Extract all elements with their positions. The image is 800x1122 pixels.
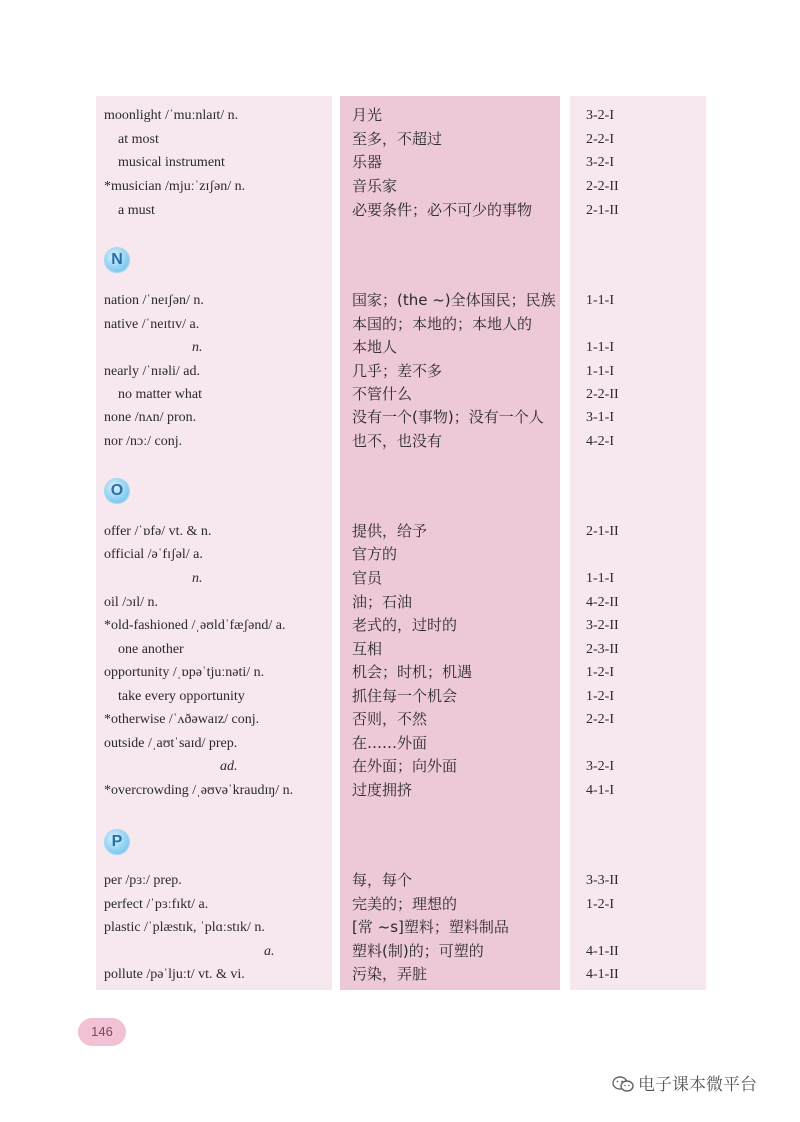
entry-chinese: [常 ~s]塑料；塑料制品 bbox=[352, 918, 509, 936]
entry-unit: 2-3-II bbox=[586, 642, 619, 657]
entry-chinese: 抓住每一个机会 bbox=[352, 687, 458, 705]
entry-unit: 1-1-I bbox=[586, 364, 614, 379]
entry-unit: 1-2-I bbox=[586, 665, 614, 680]
entry-unit: 2-1-II bbox=[586, 524, 619, 539]
entry-chinese: 完美的；理想的 bbox=[352, 895, 458, 913]
vocab-entry bbox=[0, 755, 800, 778]
vocab-entry bbox=[0, 520, 800, 543]
vocab-entry bbox=[0, 567, 800, 590]
vocab-entry bbox=[0, 661, 800, 684]
entry-unit: 4-1-I bbox=[586, 783, 614, 798]
entry-english: nation /ˈneɪʃən/ n. bbox=[104, 293, 204, 308]
entry-chinese: 音乐家 bbox=[352, 177, 398, 195]
entry-unit: 1-1-I bbox=[586, 293, 614, 308]
entry-english: offer /ˈɒfə/ vt. & n. bbox=[104, 524, 212, 539]
entry-chinese: 油；石油 bbox=[352, 593, 413, 611]
entry-unit: 3-2-I bbox=[586, 759, 614, 774]
entry-part-of-speech: n. bbox=[192, 571, 203, 586]
vocab-entry bbox=[0, 199, 800, 222]
watermark bbox=[612, 1074, 757, 1096]
page-number: 146 bbox=[78, 1018, 126, 1046]
entry-unit: 3-2-II bbox=[586, 618, 619, 633]
entry-unit: 2-1-II bbox=[586, 203, 619, 218]
entry-unit: 4-1-II bbox=[586, 944, 619, 959]
entry-unit: 3-2-I bbox=[586, 108, 614, 123]
entry-english: at most bbox=[118, 132, 159, 147]
entry-english: musical instrument bbox=[118, 155, 225, 170]
entry-english: official /əˈfɪʃəl/ a. bbox=[104, 547, 203, 562]
entry-chinese: 老式的，过时的 bbox=[352, 616, 458, 634]
vocab-entry bbox=[0, 732, 800, 755]
letter-o-badge: O bbox=[104, 478, 130, 504]
entry-unit: 3-3-II bbox=[586, 873, 619, 888]
entry-chinese: 污染，弄脏 bbox=[352, 965, 428, 983]
vocab-entry bbox=[0, 869, 800, 892]
entry-chinese: 机会；时机；机遇 bbox=[352, 663, 473, 681]
entry-english: outside /ˌaʊtˈsaɪd/ prep. bbox=[104, 736, 238, 751]
entry-english: per /pɜː/ prep. bbox=[104, 873, 182, 888]
entry-chinese: 否则，不然 bbox=[352, 710, 428, 728]
entry-unit: 2-2-II bbox=[586, 179, 619, 194]
vocab-entry bbox=[0, 151, 800, 174]
letter-p-badge: P bbox=[104, 829, 130, 855]
vocab-entry bbox=[0, 128, 800, 151]
entry-part-of-speech: a. bbox=[264, 944, 275, 959]
vocab-entry bbox=[0, 406, 800, 429]
letter-n-badge: N bbox=[104, 247, 130, 273]
vocab-entry bbox=[0, 916, 800, 939]
vocab-entry bbox=[0, 289, 800, 312]
entry-unit: 2-2-I bbox=[586, 712, 614, 727]
entry-english: plastic /ˈplæstɪk, ˈplɑːstɪk/ n. bbox=[104, 920, 265, 935]
entry-unit: 1-1-I bbox=[586, 571, 614, 586]
entry-chinese: 至多，不超过 bbox=[352, 130, 443, 148]
vocab-entry bbox=[0, 543, 800, 566]
entry-english: one another bbox=[118, 642, 184, 657]
entry-chinese: 官方的 bbox=[352, 545, 398, 563]
entry-chinese: 提供，给予 bbox=[352, 522, 428, 540]
entry-chinese: 月光 bbox=[352, 106, 383, 124]
entry-chinese: 本国的；本地的；本地人的 bbox=[352, 315, 533, 333]
entry-english: no matter what bbox=[118, 387, 202, 402]
vocab-entry bbox=[0, 779, 800, 802]
entry-chinese: 没有一个(事物)；没有一个人 bbox=[352, 408, 544, 426]
entry-english: *musician /mjuːˈzɪʃən/ n. bbox=[104, 179, 246, 194]
entry-chinese: 本地人 bbox=[352, 338, 398, 356]
entry-english: nearly /ˈnɪəli/ ad. bbox=[104, 364, 201, 379]
vocab-entry bbox=[0, 383, 800, 406]
entry-unit: 4-1-II bbox=[586, 967, 619, 982]
vocab-entry bbox=[0, 708, 800, 731]
entry-part-of-speech: n. bbox=[192, 340, 203, 355]
entry-chinese: 乐器 bbox=[352, 153, 383, 171]
entry-unit: 1-2-I bbox=[586, 897, 614, 912]
entry-english: opportunity /ˌɒpəˈtjuːnəti/ n. bbox=[104, 665, 265, 680]
entry-english: a must bbox=[118, 203, 155, 218]
entry-english: native /ˈneɪtɪv/ a. bbox=[104, 317, 200, 332]
entry-unit: 4-2-I bbox=[586, 434, 614, 449]
vocab-entry bbox=[0, 336, 800, 359]
entry-english: pollute /pəˈljuːt/ vt. & vi. bbox=[104, 967, 245, 982]
entry-chinese: 在外面；向外面 bbox=[352, 757, 458, 775]
entry-unit: 2-2-I bbox=[586, 132, 614, 147]
entry-english: perfect /ˈpɜːfɪkt/ a. bbox=[104, 897, 209, 912]
entry-english: take every opportunity bbox=[118, 689, 245, 704]
entry-english: *overcrowding /ˌəʊvəˈkraudɪŋ/ n. bbox=[104, 783, 294, 798]
vocab-entry bbox=[0, 685, 800, 708]
entry-part-of-speech: ad. bbox=[220, 759, 238, 774]
vocab-entry bbox=[0, 360, 800, 383]
vocab-entry bbox=[0, 614, 800, 637]
entry-english: moonlight /ˈmuːnlaɪt/ n. bbox=[104, 108, 239, 123]
entry-unit: 4-2-II bbox=[586, 595, 619, 610]
vocab-entry bbox=[0, 963, 800, 986]
entry-chinese: 每，每个 bbox=[352, 871, 413, 889]
entry-unit: 1-1-I bbox=[586, 340, 614, 355]
entry-unit: 2-2-II bbox=[586, 387, 619, 402]
vocab-entry bbox=[0, 175, 800, 198]
wechat-icon bbox=[612, 1075, 634, 1093]
entry-chinese: 也不，也没有 bbox=[352, 432, 443, 450]
entry-english: *otherwise /ˈʌðəwaɪz/ conj. bbox=[104, 712, 260, 727]
vocab-entry bbox=[0, 591, 800, 614]
entry-chinese: 过度拥挤 bbox=[352, 781, 413, 799]
vocab-entry bbox=[0, 104, 800, 127]
entry-unit: 1-2-I bbox=[586, 689, 614, 704]
entry-chinese: 塑料(制)的；可塑的 bbox=[352, 942, 484, 960]
vocab-entry bbox=[0, 638, 800, 661]
entry-unit: 3-1-I bbox=[586, 410, 614, 425]
vocab-entry bbox=[0, 893, 800, 916]
entry-english: *old-fashioned /ˌəʊldˈfæʃənd/ a. bbox=[104, 618, 286, 633]
entry-chinese: 互相 bbox=[352, 640, 383, 658]
entry-chinese: 必要条件；必不可少的事物 bbox=[352, 201, 533, 219]
vocab-entry bbox=[0, 940, 800, 963]
entry-english: oil /ɔɪl/ n. bbox=[104, 595, 159, 610]
entry-english: nor /nɔː/ conj. bbox=[104, 434, 183, 449]
entry-chinese: 官员 bbox=[352, 569, 383, 587]
entry-chinese: 不管什么 bbox=[352, 385, 413, 403]
vocab-entry bbox=[0, 430, 800, 453]
entry-chinese: 国家；(the ~)全体国民；民族 bbox=[352, 291, 556, 309]
entry-unit: 3-2-I bbox=[586, 155, 614, 170]
entry-chinese: 几乎；差不多 bbox=[352, 362, 443, 380]
entry-chinese: 在……外面 bbox=[352, 734, 428, 752]
entry-english: none /nʌn/ pron. bbox=[104, 410, 197, 425]
vocab-entry bbox=[0, 313, 800, 336]
watermark-text: 电子课本微平台 bbox=[638, 1075, 757, 1095]
